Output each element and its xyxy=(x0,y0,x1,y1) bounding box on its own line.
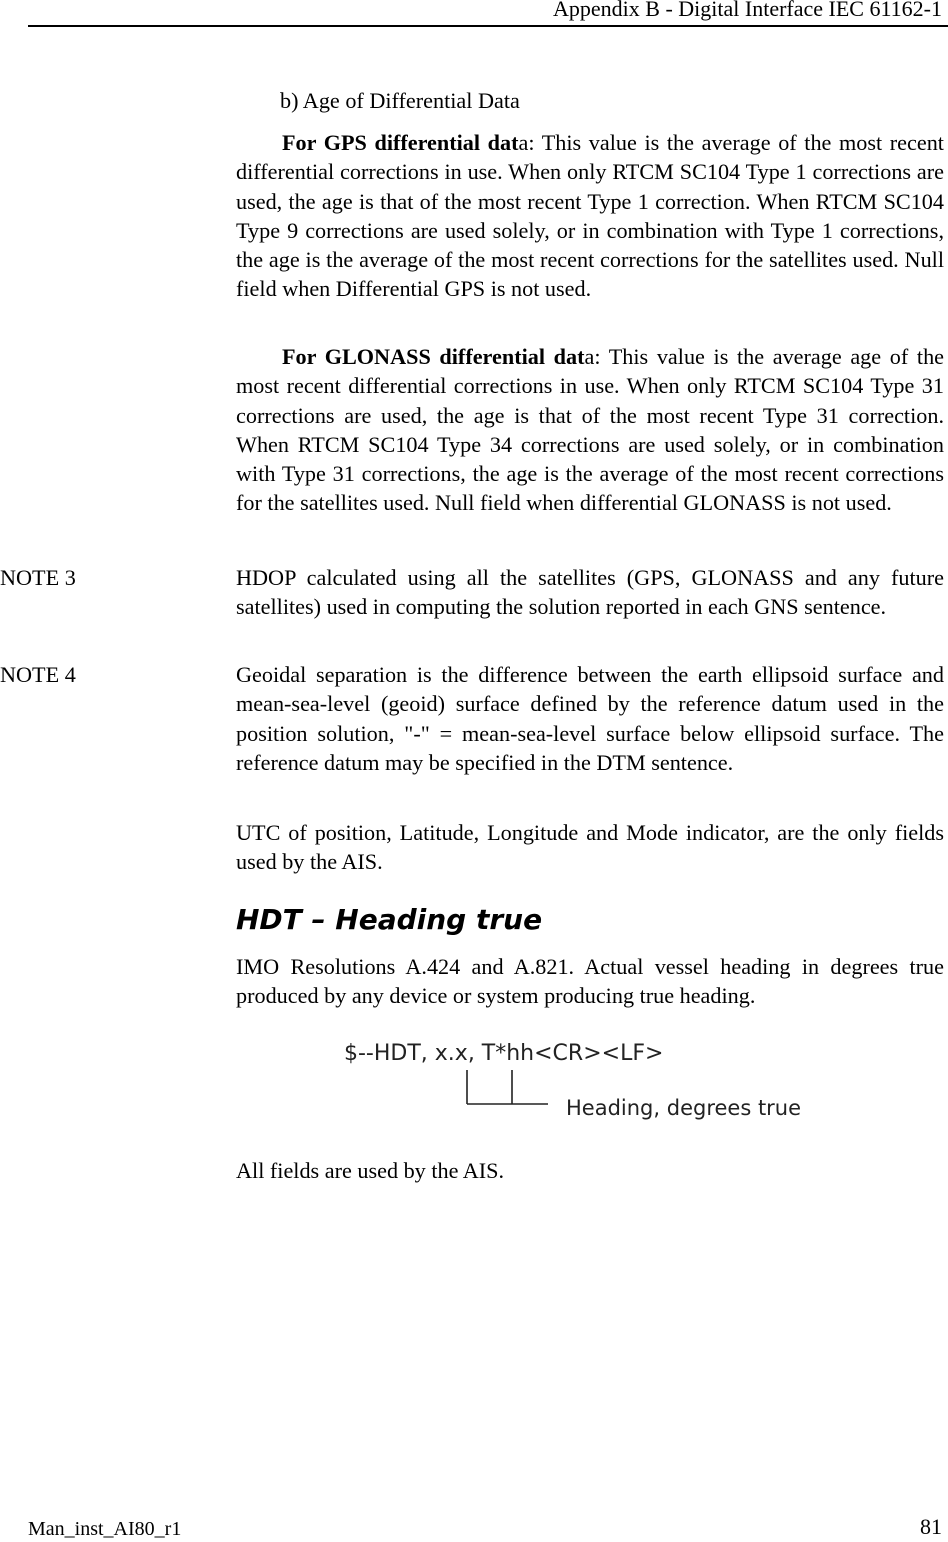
note-3-label: NOTE 3 xyxy=(0,565,76,590)
glonass-text: a: This value is the average age of the most recent differential corrections in use. When only RTCM SC104 Type 31 corrections are used, the age is that of the most recent Type 31 correction. When RTCM SC104 Type 34 corrections are used solely, or in combination with Type 31 corrections, the age is the average of the most recent corrections for the satellites used. Null field when differential GLONASS is not used. xyxy=(236,344,945,516)
hdt-heading: HDT – Heading true xyxy=(236,903,543,936)
note-3-text xyxy=(236,563,944,622)
note-3-body: HDOP calculated using all the satellites (GPS, GLONASS and any future satellites) used in computing the solution reported in each GNS sentence. xyxy=(236,565,944,620)
hdt-description: IMO Resolutions A.424 and A.821. Actual vessel heading in degrees true produced by any device or system producing true heading. xyxy=(236,954,944,1009)
note-4-text xyxy=(236,660,944,777)
hdt-fields-note: All fields are used by the AIS. xyxy=(236,1158,505,1183)
hdt-footer-paragraph xyxy=(236,1156,944,1185)
heading-field-label: Heading, degrees true xyxy=(566,1096,802,1120)
note-4-label: NOTE 4 xyxy=(0,662,76,687)
glonass-differential-paragraph xyxy=(236,342,944,518)
document-id: Man_inst_AI80_r1 xyxy=(28,1518,182,1540)
gps-text: a: This value is the average of the most recent differential corrections in use. When only RTCM SC104 Type 1 corrections are used, the age is that of the most recent Type 1 correction. When RTCM SC104 Type 9 corrections are used solely, or in combination with Type 1 corrections, the age is the average of the most recent corrections for the satellites used. Null field when Differential GPS is not used. xyxy=(236,130,944,302)
note-4-body: Geoidal separation is the difference between the earth ellipsoid surface and mean-sea-level (geoid) surface defined by the reference datum used in the position solution, "-" = mean-sea-level surface below ellipsoid surface. The reference datum may be specified in the DTM sentence. xyxy=(236,662,944,775)
section-b-title: b) Age of Differential Data xyxy=(280,88,520,113)
page-number: 81 xyxy=(920,1514,942,1539)
ais-fields-paragraph xyxy=(236,818,944,877)
ais-fields-text: UTC of position, Latitude, Longitude and Mode indicator, are the only fields used by the AIS. xyxy=(236,820,944,875)
gps-differential-paragraph xyxy=(236,128,944,304)
hdt-sentence-format: $--HDT, x.x, T*hh<CR><LF> xyxy=(344,1041,664,1066)
running-header: Appendix B - Digital Interface IEC 61162-1 xyxy=(553,0,942,21)
hdt-sentence-diagram xyxy=(330,1030,850,1130)
hdt-description-paragraph xyxy=(236,952,944,1011)
gps-label: For GPS differential dat xyxy=(282,130,519,155)
glonass-label: For GLONASS differential dat xyxy=(282,344,585,369)
header-rule xyxy=(28,25,948,27)
